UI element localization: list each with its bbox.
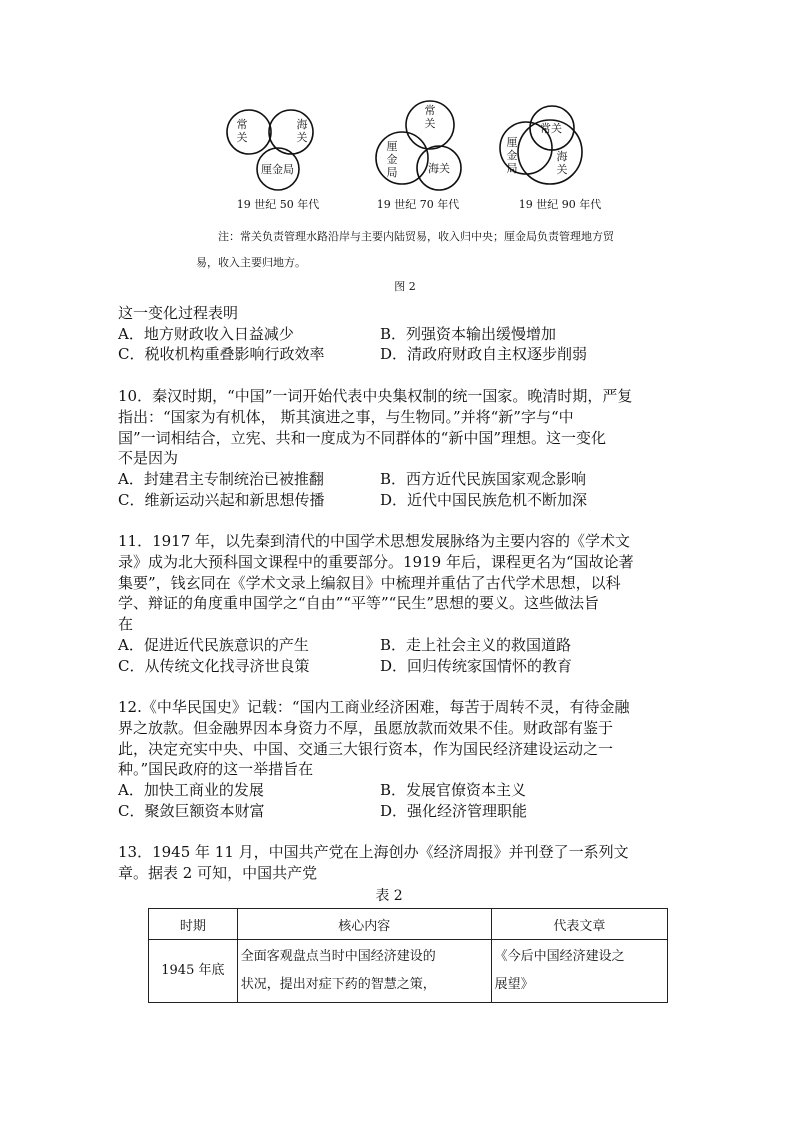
venn-label-lijinju: 厘金局 (506, 136, 518, 175)
option-a[interactable]: A．促进近代民族意识的产生 (118, 635, 309, 654)
options (118, 469, 678, 510)
table-header-article: 代表文章 (491, 909, 667, 940)
venn-label-lijinju: 厘金局 (386, 140, 398, 179)
question-stem-line: 此，决定充实中央、中国、交通三大银行资本，作为国民经济建设运动之一 (118, 739, 614, 758)
question-12 (118, 697, 678, 821)
question-stem-line: 指出：“国家为有机体， 斯其演进之事，与生物同。”并将“新”字与“中 (118, 407, 574, 426)
question-stem-line: 种。”国民政府的这一举措旨在 (118, 760, 314, 779)
option-c[interactable]: C．从传统文化找寻济世良策 (118, 656, 310, 675)
question-stem-line: 章。据表 2 可知，中国共产党 (118, 864, 318, 883)
venn-label-changguan: 常关 (540, 122, 562, 135)
question-13 (118, 842, 678, 906)
venn-caption: 19 世纪 50 年代 (236, 198, 320, 211)
option-d[interactable]: D．回归传统家国情怀的教育 (380, 656, 573, 675)
option-b[interactable]: B．列强资本输出缓慢增加 (380, 324, 557, 343)
question-10 (118, 386, 678, 510)
table-cell-article (491, 940, 667, 1003)
question-stem-line: 集要”，钱玄同在《学术文录上编叙目》中梳理并重估了古代学术思想，以科 (118, 573, 621, 592)
venn-label-haiguan: 海关 (556, 150, 568, 176)
table-2 (148, 908, 668, 1003)
venn-label-haiguan: 海关 (296, 118, 308, 144)
content-line: 状况，提出对症下药的智慧之策， (240, 977, 436, 992)
options (118, 780, 678, 821)
question-stem-line: 10．秦汉时期，“中国”一词开始代表中央集权制的统一国家。晚清时期，严复 (118, 387, 633, 406)
venn-label-changguan: 常关 (424, 104, 436, 130)
option-c[interactable]: C．聚敛巨额资本财富 (118, 801, 265, 820)
venn-diagram-1870s (368, 100, 508, 211)
question-stem-line: 11．1917 年，以先秦到清代的中国学术思想发展脉络为主要内容的《学术文 (118, 532, 631, 551)
question-stem: 这一变化过程表明 (118, 304, 239, 322)
figure-title: 图 2 (394, 280, 416, 293)
table-cell-content (237, 940, 491, 1003)
venn-label-haiguan: 海关 (428, 162, 450, 175)
question-stem-line: 界之放款。但金融界因本身资力不厚，虽愿放款而效果不佳。财政部有鉴于 (118, 718, 614, 737)
option-d[interactable]: D．强化经济管理职能 (380, 801, 528, 820)
table-header-row (149, 909, 668, 940)
venn-circles (216, 100, 356, 200)
article-line: 展望》 (494, 977, 534, 992)
question-stem-line: 学、辩证的角度重申国学之“自由”“平等”“民生”思想的要义。这些做法旨 (118, 594, 600, 613)
option-a[interactable]: A．封建君主专制统治已被推翻 (118, 469, 324, 488)
venn-label-lijinju: 厘金局 (261, 163, 294, 176)
question-stem-line: 国”一词相结合，立宪、共和一度成为不同群体的“新中国”理想。这一变化 (118, 428, 607, 447)
figure-note (196, 224, 668, 276)
question-stem-line: 不是因为 (118, 449, 179, 468)
table-header-content: 核心内容 (237, 909, 491, 940)
option-c[interactable]: C．维新运动兴起和新思想传播 (118, 490, 325, 509)
figure-2 (196, 100, 670, 300)
table-cell-period: 1945 年底 (149, 940, 238, 1003)
option-b[interactable]: B．走上社会主义的救国道路 (380, 635, 572, 654)
question-stem-line: 12.《中华民国史》记载：“国内工商业经济困难，每苦于周转不灵，有待金融 (118, 698, 630, 717)
figure-note-line: 注：常关负责管理水路沿岸与主要内陆贸易，收入归中央；厘金局负责管理地方贸 (218, 230, 614, 243)
venn-caption: 19 世纪 90 年代 (518, 198, 602, 211)
question-stem-line: 录》成为北大预科国文课程中的重要部分。1919 年后，课程更名为“国故论著 (118, 553, 634, 572)
question-11 (118, 531, 678, 676)
question-9 (118, 303, 678, 365)
table-title: 表 2 (375, 887, 403, 904)
venn-diagram-1890s (494, 100, 634, 211)
content-line: 全面客观盘点当时中国经济建设的 (240, 949, 436, 964)
venn-caption: 19 世纪 70 年代 (376, 198, 460, 211)
option-d[interactable]: D．清政府财政自主权逐步削弱 (380, 345, 588, 364)
option-b[interactable]: B．西方近代民族国家观念影响 (380, 469, 587, 488)
option-a[interactable]: A．地方财政收入日益减少 (118, 324, 294, 343)
figure-note-line: 易，收入主要归地方。 (196, 256, 306, 269)
question-area (118, 303, 678, 907)
options (118, 324, 678, 365)
option-a[interactable]: A．加快工商业的发展 (118, 781, 264, 800)
table-row (149, 940, 668, 1003)
article-line: 《今后中国经济建设之 (494, 949, 625, 964)
options (118, 635, 678, 676)
venn-label-changguan: 常关 (236, 118, 248, 144)
question-stem-line: 在 (118, 615, 134, 634)
table-header-period: 时期 (149, 909, 238, 940)
option-b[interactable]: B．发展官僚资本主义 (380, 781, 527, 800)
option-d[interactable]: D．近代中国民族危机不断加深 (380, 490, 588, 509)
venn-diagram-1850s (216, 100, 356, 211)
option-c[interactable]: C．税收机构重叠影响行政效率 (118, 345, 325, 364)
question-stem-line: 13．1945 年 11 月，中国共产党在上海创办《经济周报》并刊登了一系列文 (118, 843, 629, 862)
